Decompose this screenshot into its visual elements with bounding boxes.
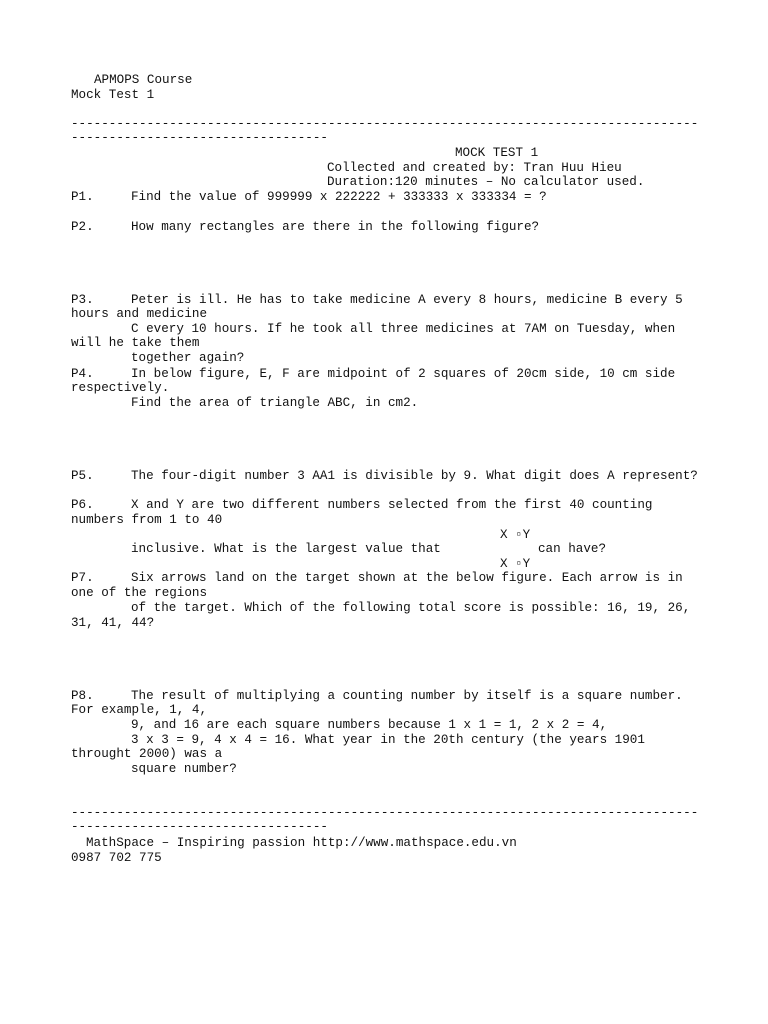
problem-text: C every 10 hours. If he took all three medicines at 7AM on Tuesday, when bbox=[131, 322, 676, 336]
problem-number: P7. bbox=[71, 571, 94, 585]
problem-text: inclusive. What is the largest value that bbox=[131, 542, 441, 556]
footer-rule: ----------------------------------------------------------------------------------- bbox=[71, 806, 699, 820]
problem-text: Six arrows land on the target shown at the below figure. Each arrow is in bbox=[131, 571, 683, 585]
header-rule-cont: ---------------------------------- bbox=[71, 131, 328, 145]
problem-text: numbers from 1 to 40 bbox=[71, 513, 223, 527]
test-duration: Duration:120 minutes – No calculator used. bbox=[327, 175, 645, 189]
problem-number: P5. bbox=[71, 469, 94, 483]
problem-text: X and Y are two different numbers selected from the first 40 counting bbox=[131, 498, 653, 512]
problem-number: P2. bbox=[71, 220, 94, 234]
problem-text: throught 2000) was a bbox=[71, 747, 223, 761]
problem-text: can have? bbox=[538, 542, 607, 556]
problem-number: P3. bbox=[71, 293, 94, 307]
problem-text: 31, 41, 44? bbox=[71, 616, 155, 630]
problem-text: will he take them bbox=[71, 336, 200, 350]
problem-number: P4. bbox=[71, 367, 94, 381]
footer-site: MathSpace – Inspiring passion http://www.mathspace.edu.vn bbox=[86, 836, 517, 850]
problem-text: How many rectangles are there in the following figure? bbox=[131, 220, 540, 234]
problem-text: 9, and 16 are each square numbers because 1 x 1 = 1, 2 x 2 = 4, bbox=[131, 718, 608, 732]
course-subtitle: Mock Test 1 bbox=[71, 88, 155, 102]
problem-number: P1. bbox=[71, 190, 94, 204]
header-rule: ----------------------------------------------------------------------------------- bbox=[71, 117, 699, 131]
fraction-denominator: X ▫Y bbox=[500, 557, 531, 571]
problem-text: The four-digit number 3 AA1 is divisible by 9. What digit does A represent? bbox=[131, 469, 698, 483]
problem-text: one of the regions bbox=[71, 586, 208, 600]
problem-number: P8. bbox=[71, 689, 94, 703]
problem-text: together again? bbox=[131, 351, 245, 365]
problem-text: Peter is ill. He has to take medicine A every 8 hours, medicine B every 5 bbox=[131, 293, 683, 307]
problem-text: respectively. bbox=[71, 381, 170, 395]
problem-text: In below figure, E, F are midpoint of 2 squares of 20cm side, 10 cm side bbox=[131, 367, 676, 381]
problem-text: For example, 1, 4, bbox=[71, 703, 208, 717]
problem-text: hours and medicine bbox=[71, 307, 208, 321]
problem-text: square number? bbox=[131, 762, 237, 776]
course-title: APMOPS Course bbox=[94, 73, 193, 87]
problem-text: 3 x 3 = 9, 4 x 4 = 16. What year in the 20th century (the years 1901 bbox=[131, 733, 645, 747]
footer-phone: 0987 702 775 bbox=[71, 851, 162, 865]
problem-text: Find the value of 999999 x 222222 + 333333 x 333334 = ? bbox=[131, 190, 547, 204]
problem-text: of the target. Which of the following total score is possible: 16, 19, 26, bbox=[131, 601, 691, 615]
footer-rule-cont: ---------------------------------- bbox=[71, 820, 328, 834]
problem-text: The result of multiplying a counting number by itself is a square number. bbox=[131, 689, 683, 703]
test-title: MOCK TEST 1 bbox=[455, 146, 539, 160]
problem-number: P6. bbox=[71, 498, 94, 512]
problem-text: Find the area of triangle ABC, in cm2. bbox=[131, 396, 419, 410]
fraction-numerator: X ▫Y bbox=[500, 528, 531, 542]
test-author: Collected and created by: Tran Huu Hieu bbox=[327, 161, 622, 175]
